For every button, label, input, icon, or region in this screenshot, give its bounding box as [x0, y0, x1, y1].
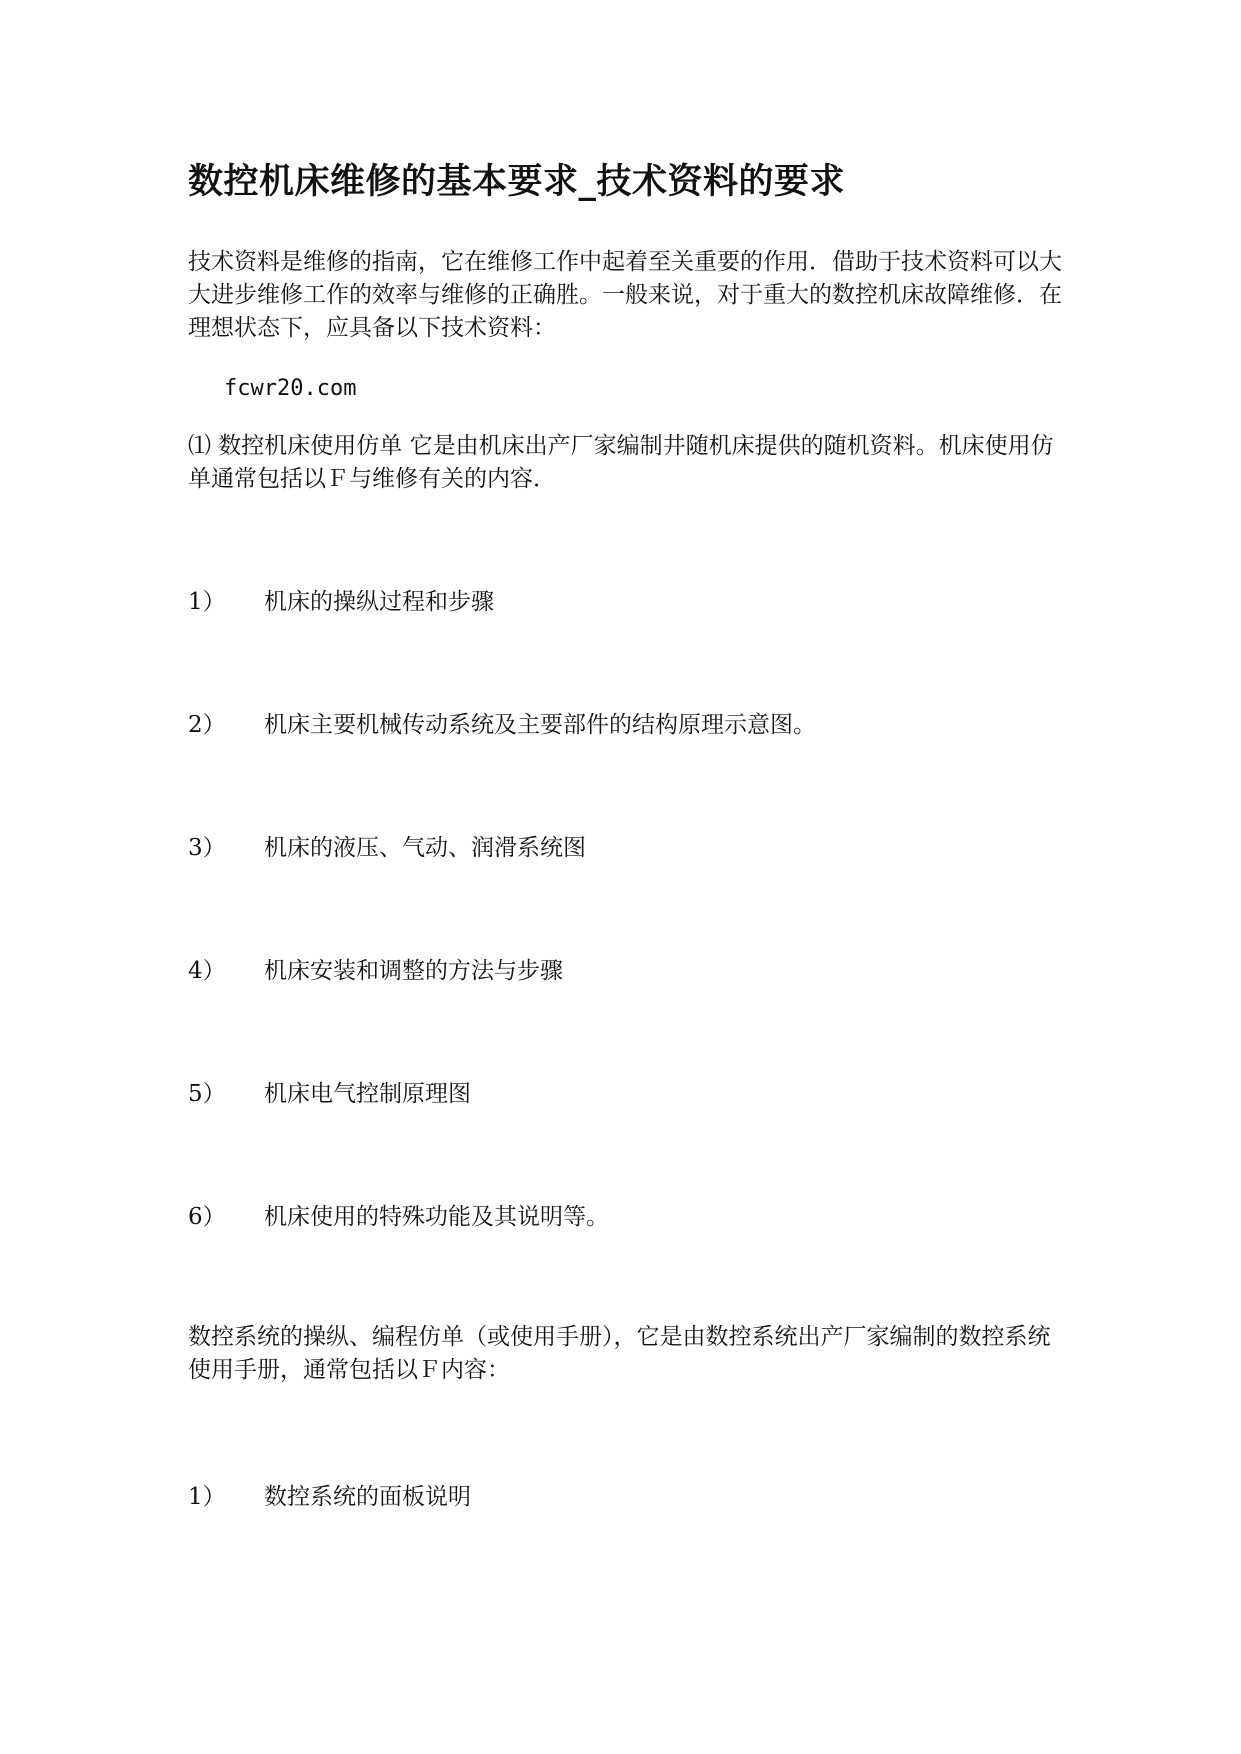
list-item-text: 机床安装和调整的方法与步骤 — [264, 958, 563, 984]
list-item-text: 机床电气控制原理图 — [264, 1081, 471, 1107]
list-item — [188, 1481, 471, 1514]
page-title: 数控机床维修的基本要求_技术资料的要求 — [188, 162, 846, 202]
list-item-number: 6） — [188, 1204, 226, 1230]
list-item-text: 机床的操纵过程和步骤 — [264, 589, 494, 615]
list-item-text: 机床的液压、气动、润滑系统图 — [264, 835, 586, 861]
list-item — [188, 709, 816, 742]
section-2-paragraph: 数控系统的操纵、编程仿单（或使用手册），它是由数控系统出产厂家编制的数控系统使用手册，通常包括以Ｆ内容： — [188, 1324, 1051, 1383]
list-item-number: 1） — [188, 589, 226, 615]
list-item-number: 3） — [188, 835, 226, 861]
list-item — [188, 955, 563, 988]
list-item — [188, 1078, 471, 1111]
list-item-number: 4） — [188, 958, 226, 984]
list-item-text: 机床主要机械传动系统及主要部件的结构原理示意图。 — [264, 712, 816, 738]
intro-paragraph: 技术资料是维修的指南，它在维修工作中起着至关重要的作用．借助于技术资料可以大大进步维修工作的效率与维修的正确胜。一般来说，对于重大的数控机床故障维修．在理想状态下，应具备以下技术资料： — [188, 249, 1062, 341]
list-item-number: 2） — [188, 712, 226, 738]
list-item-number: 5） — [188, 1081, 226, 1107]
section-1-paragraph: ⑴ 数控机床使用仿单 它是由机床出产厂家编制井随机床提供的随机资料。机床使用仿单通常包括以Ｆ与维修有关的内容． — [188, 433, 1054, 492]
list-item-text: 数控系统的面板说明 — [264, 1484, 471, 1510]
list-item — [188, 1201, 609, 1234]
list-item — [188, 586, 494, 619]
list-item-number: 1） — [188, 1484, 226, 1510]
watermark-text: fcwr20.com — [224, 376, 357, 401]
list-item — [188, 832, 586, 865]
list-item-text: 机床使用的特殊功能及其说明等。 — [264, 1204, 609, 1230]
